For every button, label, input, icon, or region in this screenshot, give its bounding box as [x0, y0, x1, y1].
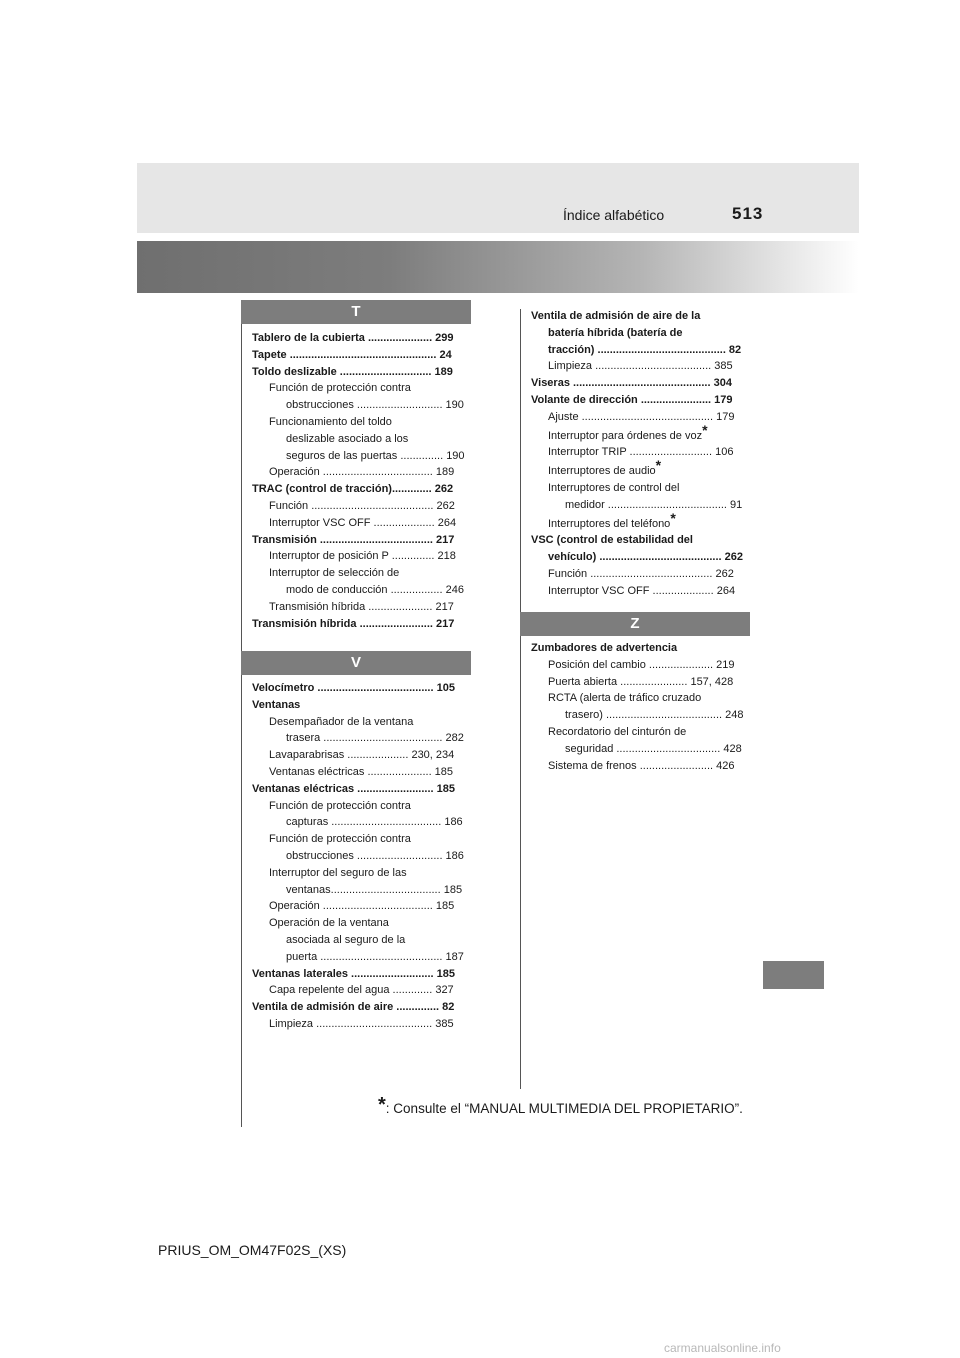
index-entry — [531, 724, 750, 758]
index-entry — [252, 548, 471, 565]
index-entry-label: Interruptor de posición P .............. 218 — [269, 550, 456, 563]
index-entry-label: Ventanas — [252, 698, 301, 711]
index-entry-label: Velocímetro ...................................... 105 — [252, 682, 455, 694]
index-entry — [252, 498, 471, 515]
index-entry — [531, 657, 750, 674]
index-entry-label: Ventila de admisión de aire .............. 82 — [252, 1001, 455, 1014]
index-entry-continuation: obstrucciones ............................ 190 — [286, 399, 464, 412]
section-letter-v: V — [350, 654, 361, 671]
asterisk-note-mark: * — [655, 457, 662, 474]
index-entry — [531, 308, 750, 358]
index-entry — [531, 358, 750, 375]
index-entry-continuation: modo de conducción ................. 246 — [286, 583, 464, 596]
index-entry — [531, 421, 750, 445]
index-entry-continuation: asociada al seguro de la — [286, 933, 406, 946]
index-entry-text: Interruptor para órdenes de voz — [548, 429, 703, 442]
index-entry — [252, 680, 471, 697]
index-entry — [531, 758, 750, 775]
index-entry-label: Interruptor VSC OFF .................... 264 — [269, 516, 457, 529]
index-entry — [252, 798, 471, 832]
index-entry — [252, 565, 471, 599]
index-entry — [252, 616, 471, 633]
index-entry-label: Operación .................................... 189 — [269, 466, 455, 479]
index-entry — [252, 999, 471, 1016]
index-entry — [252, 414, 471, 464]
index-entry-label: Ventanas laterales ........................... 185 — [252, 967, 455, 980]
index-entry — [252, 781, 471, 798]
index-entry-continuation: batería híbrida (batería de — [548, 326, 683, 339]
index-entry — [252, 982, 471, 999]
index-entry — [252, 764, 471, 781]
index-entry — [531, 409, 750, 426]
index-entry — [531, 566, 750, 583]
index-entry — [252, 697, 471, 714]
index-entry — [531, 444, 750, 461]
index-entry — [531, 457, 750, 480]
index-entry — [531, 583, 750, 600]
column-divider-rule — [520, 309, 521, 1089]
index-entry — [252, 330, 471, 347]
index-entry-label: Función de protección contra — [269, 833, 411, 846]
section-header-v — [241, 651, 471, 675]
index-entry-label: Desempañador de la ventana — [269, 715, 414, 728]
index-entry-label: Ajuste ........................................... 179 — [548, 410, 735, 423]
index-entry — [252, 865, 471, 899]
index-column-t — [252, 330, 471, 632]
index-column-z — [531, 640, 750, 774]
index-entry — [252, 599, 471, 616]
index-entry-label: Operación .................................... 185 — [269, 900, 455, 913]
section-header-z — [520, 612, 750, 636]
index-entry-continuation: puerta ........................................ 187 — [286, 950, 464, 963]
index-entry-continuation: seguros de las puertas .............. 190 — [286, 449, 465, 462]
index-entry-label: Capa repelente del agua ............. 327 — [269, 984, 454, 997]
index-entry-label: Interruptor de selección de — [269, 567, 400, 580]
index-entry — [252, 747, 471, 764]
watermark: carmanualsonline.info — [664, 1341, 781, 1355]
index-entry — [531, 480, 750, 514]
section-header-t — [241, 300, 471, 324]
index-entry — [252, 515, 471, 532]
index-entry-continuation: seguridad .................................. 428 — [565, 742, 742, 755]
footnote — [378, 1096, 743, 1119]
index-entry — [252, 364, 471, 381]
index-entry-label: Volante de dirección ....................... 179 — [531, 393, 733, 406]
index-entry-label: Tablero de la cubierta ..................... 299 — [252, 332, 454, 344]
section-letter-t: T — [351, 303, 361, 320]
index-entry-continuation: capturas .................................... 186 — [286, 816, 463, 829]
index-entry-label: Recordatorio del cinturón de — [548, 725, 687, 738]
index-entry-label: Posición del cambio ..................... 219 — [548, 658, 735, 671]
index-entry-label: Viseras ............................................. 304 — [531, 377, 732, 390]
index-entry-text: Interruptores de audio — [548, 465, 656, 478]
index-entry-label: Toldo deslizable .............................. 189 — [252, 365, 453, 378]
index-entry — [252, 481, 471, 498]
index-entry-label: Transmisión híbrida ........................ 217 — [252, 617, 455, 630]
left-margin-rule — [241, 309, 242, 1127]
header-title: Índice alfabético — [563, 207, 665, 223]
index-entry — [531, 375, 750, 392]
index-entry-label: Zumbadores de advertencia — [531, 642, 678, 654]
index-entry-continuation: deslizable asociado a los — [286, 432, 409, 445]
index-entry-label: Transmisión ..................................... 217 — [252, 533, 455, 546]
index-entry — [531, 532, 750, 566]
index-entry — [252, 915, 471, 965]
index-entry — [252, 831, 471, 865]
footnote-text: : Consulte el “MANUAL MULTIMEDIA DEL PROPIETARIO”. — [385, 1101, 743, 1116]
document-code: PRIUS_OM_OM47F02S_(XS) — [158, 1242, 347, 1258]
index-entry-label: Interruptor TRIP ........................... 106 — [548, 446, 734, 459]
index-entry-label: Interruptor VSC OFF .................... 264 — [548, 584, 736, 597]
index-entry-label: Funcionamiento del toldo — [269, 415, 392, 428]
index-entry-label: RCTA (alerta de tráfico cruzado — [548, 692, 702, 705]
index-entry-label: Sistema de frenos ........................ 426 — [548, 759, 735, 772]
asterisk-note-mark: * — [670, 509, 676, 526]
index-entry-continuation: medidor ....................................... 91 — [565, 498, 743, 511]
index-entry-label: Función ........................................ 262 — [269, 499, 455, 512]
index-entry — [252, 347, 471, 364]
index-entry-label: Transmisión híbrida ..................... 217 — [269, 600, 454, 613]
index-entry-label — [531, 509, 750, 533]
index-column-v — [252, 680, 471, 1033]
index-entry-continuation: tracción) .......................................... 82 — [548, 343, 742, 356]
index-entry — [252, 966, 471, 983]
section-letter-z: Z — [630, 615, 640, 632]
index-entry-continuation: vehículo) ........................................ 262 — [548, 551, 743, 564]
index-entry-label — [531, 457, 750, 480]
asterisk-note-mark: * — [702, 421, 708, 438]
index-entry — [531, 392, 750, 409]
index-entry-label — [531, 421, 750, 445]
index-entry-label: Interruptor del seguro de las — [269, 866, 407, 879]
index-entry — [252, 380, 471, 414]
footnote-star: * — [378, 1094, 386, 1116]
index-entry-label: Tapete ................................................ 24 — [252, 348, 452, 361]
index-entry-label: Función de protección contra — [269, 799, 411, 812]
index-entry-label: Función de protección contra — [269, 382, 411, 395]
page-number: 513 — [732, 204, 764, 223]
index-entry-label: Lavaparabrisas .................... 230, 234 — [269, 749, 455, 762]
index-entry-label: TRAC (control de tracción)............. 262 — [252, 483, 454, 496]
index-entry — [531, 509, 750, 533]
side-thumb-tab — [763, 961, 824, 989]
index-entry-label: Ventanas eléctricas ..................... 185 — [269, 765, 454, 778]
index-entry-label: Interruptores de control del — [548, 481, 680, 494]
index-entry-label: Función ........................................ 262 — [548, 567, 734, 580]
index-entry-continuation: obstrucciones ............................ 186 — [286, 849, 464, 862]
index-entry-label: Limpieza ...................................... 385 — [548, 360, 733, 373]
index-entry-label: Puerta abierta ...................... 157, 428 — [548, 675, 734, 688]
index-entry-label: Ventila de admisión de aire de la — [531, 310, 701, 322]
index-entry — [531, 690, 750, 724]
index-entry-continuation: trasera ....................................... 282 — [286, 732, 464, 745]
index-entry-label: Limpieza ...................................... 385 — [269, 1017, 454, 1030]
index-entry — [252, 464, 471, 481]
index-entry — [252, 1016, 471, 1033]
index-entry — [252, 898, 471, 915]
index-entry-label: Ventanas eléctricas ......................... 185 — [252, 782, 455, 795]
index-entry-continuation: ventanas.................................... 185 — [286, 883, 463, 896]
index-entry-label: Operación de la ventana — [269, 917, 389, 930]
index-entry — [531, 640, 750, 657]
index-column-v-continued — [531, 308, 750, 600]
index-entry-continuation: trasero) ...................................... 248 — [565, 709, 744, 722]
index-entry — [252, 714, 471, 748]
index-entry — [252, 532, 471, 549]
index-entry — [531, 674, 750, 691]
index-entry-label: VSC (control de estabilidad del — [531, 534, 693, 547]
gradient-band — [137, 241, 859, 293]
index-entry-text: Interruptores del teléfono — [548, 517, 671, 530]
